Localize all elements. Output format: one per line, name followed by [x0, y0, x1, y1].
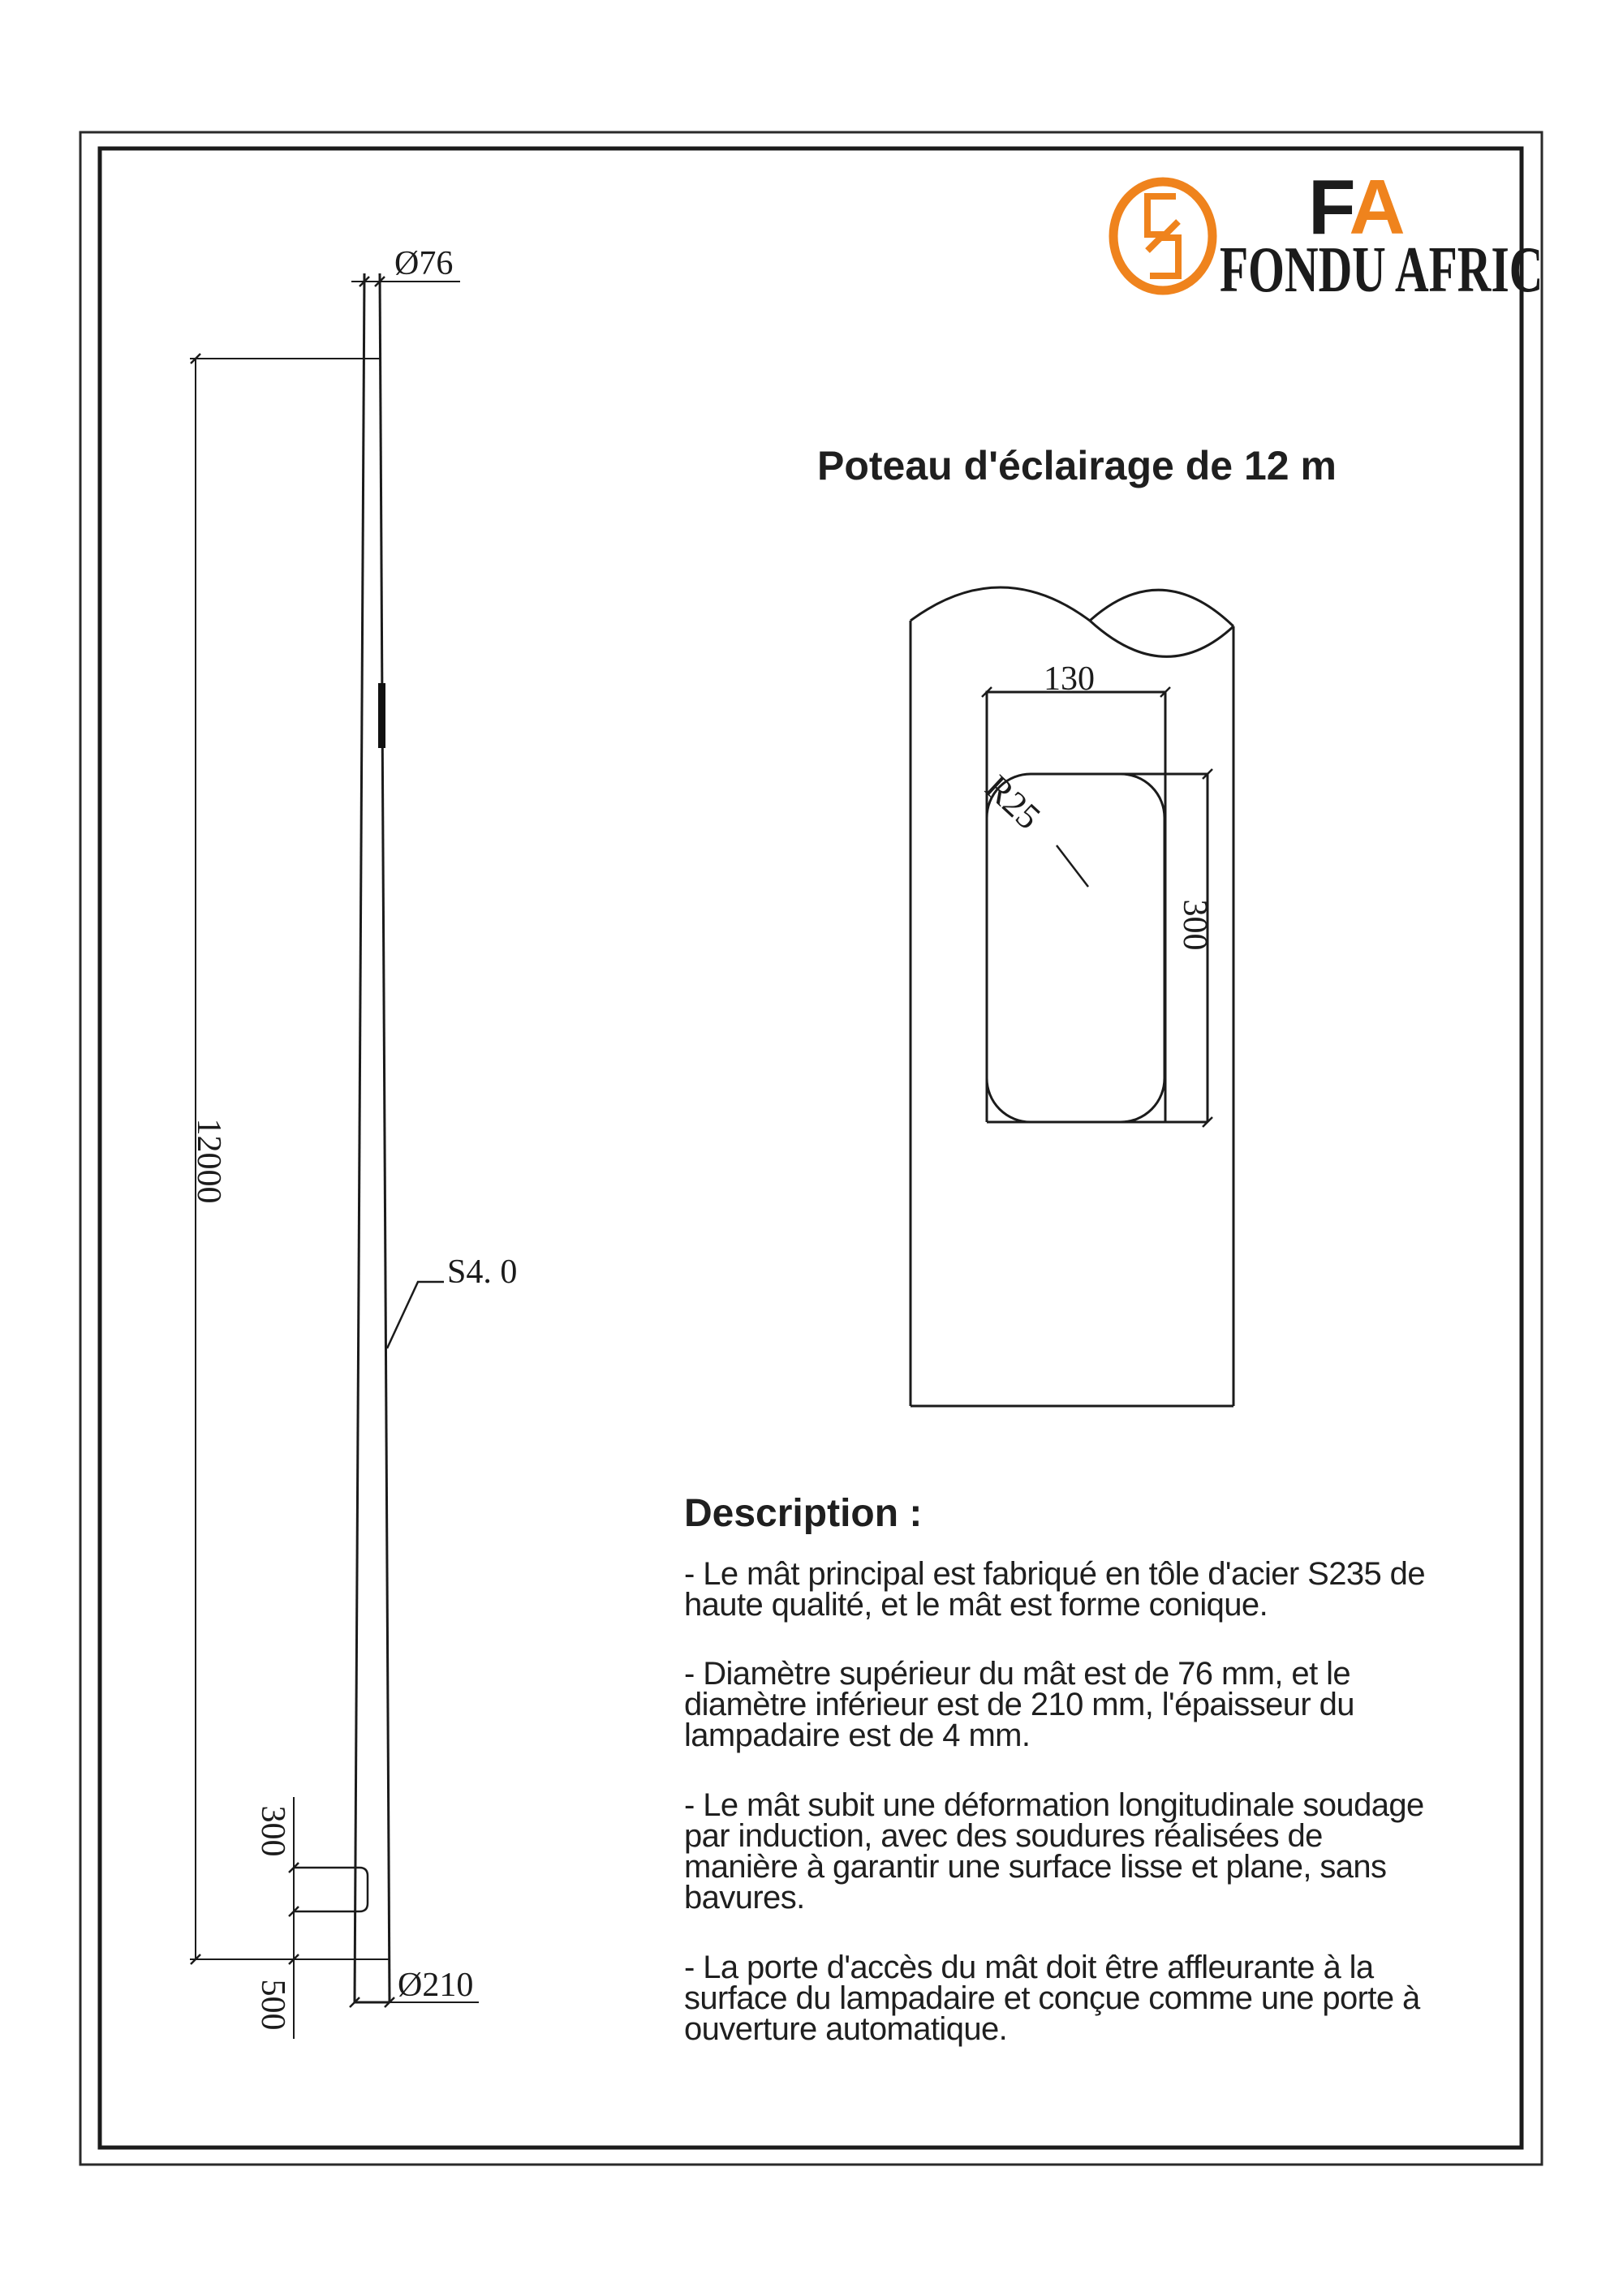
dim-label-base-depth: 500 — [254, 1979, 291, 2031]
dim-label-corner-radius: R25 — [977, 767, 1048, 837]
description-paragraph — [684, 1556, 1425, 1623]
description-line: - Le mât subit une déformation longitudinale soudage — [684, 1787, 1424, 1823]
description-line: - Le mât principal est fabriqué en tôle d'acier S235 de — [684, 1556, 1425, 1592]
description-heading: Description : — [684, 1492, 923, 1535]
pole-detail-view — [911, 587, 1233, 1406]
description-line: par induction, avec des soudures réalisées de — [684, 1818, 1323, 1854]
description-paragraph — [684, 1950, 1420, 2047]
page-title: Poteau d'éclairage de 12 m — [817, 443, 1337, 488]
dim-label-base-diameter: Ø210 — [398, 1967, 474, 2004]
description-line: lampadaire est de 4 mm. — [684, 1718, 1031, 1753]
dim-label-door-height-side: 300 — [254, 1805, 291, 1857]
leader-corner-radius — [1057, 845, 1088, 887]
description-line: bavures. — [684, 1880, 805, 1915]
dim-label-wall-thickness: S4. 0 — [447, 1253, 518, 1291]
dim-label-door-height-detail: 300 — [1176, 899, 1213, 951]
description-paragraph — [684, 1787, 1424, 1915]
dim-label-door-width: 130 — [1044, 660, 1095, 698]
weld-seam-mark — [378, 683, 385, 748]
brand-initial-a: A — [1349, 164, 1403, 251]
description-line: - La porte d'accès du mât doit être affleurante à la — [684, 1950, 1374, 1985]
brand-initial-f: F — [1308, 164, 1350, 251]
description-line: haute qualité, et le mât est forme conique. — [684, 1587, 1268, 1623]
description-line: ouverture automatique. — [684, 2011, 1008, 2047]
brand-emblem-icon — [1113, 182, 1212, 290]
description-line: - Diamètre supérieur du mât est de 76 mm, et le — [684, 1656, 1351, 1692]
pole-side-view — [355, 273, 390, 2002]
leader-wall-thickness — [387, 1282, 444, 1348]
description-line: surface du lampadaire et conçue comme une porte à — [684, 1980, 1420, 2016]
description-paragraph — [684, 1658, 1354, 1751]
description-line: manière à garantir une surface lisse et plane, sans — [684, 1849, 1387, 1885]
description-line: diamètre inférieur est de 210 mm, l'épaisseur du — [684, 1687, 1354, 1722]
dim-label-top-diameter: Ø76 — [394, 245, 454, 282]
dim-label-pole-height: 12000 — [190, 1118, 227, 1204]
brand-name: FONDU AFRIC — [1220, 234, 1543, 306]
